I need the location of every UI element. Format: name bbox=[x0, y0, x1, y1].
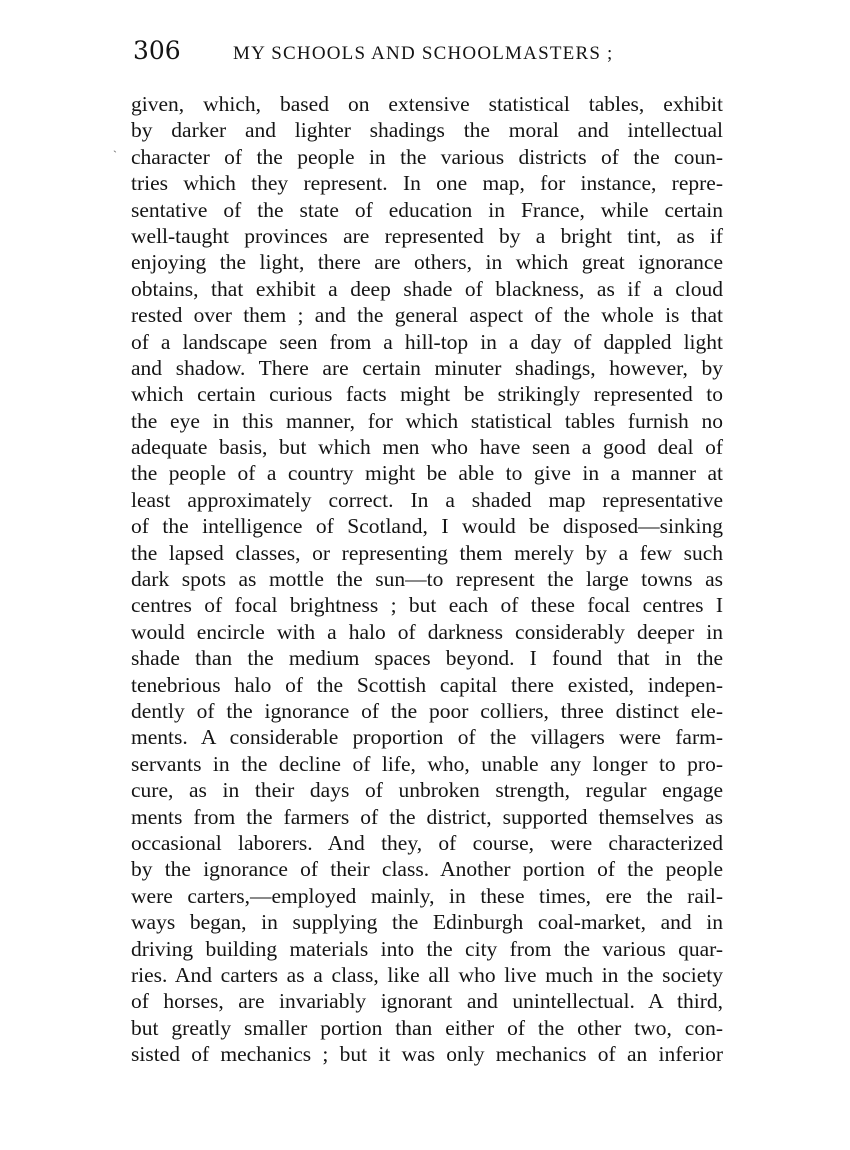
text-line: which certain curious facts might be strikingly represented to bbox=[131, 382, 723, 407]
text-line: obtains, that exhibit a deep shade of blackness, as if a cloud bbox=[131, 276, 723, 301]
text-line: servants in the decline of life, who, unable any longer to pro- bbox=[131, 751, 723, 776]
text-line: centres of focal brightness ; but each of these focal centres I bbox=[131, 593, 723, 618]
text-line: and shadow. There are certain minuter shadings, however, by bbox=[131, 355, 723, 380]
body-text bbox=[131, 91, 723, 1067]
text-line: shade than the medium spaces beyond. I found that in the bbox=[131, 646, 723, 671]
text-line: cure, as in their days of unbroken strength, regular engage bbox=[131, 778, 723, 803]
text-line: by the ignorance of their class. Another portion of the people bbox=[131, 857, 723, 882]
text-line: ments. A considerable proportion of the villagers were farm- bbox=[131, 725, 723, 750]
text-line: dark spots as mottle the sun—to represent the large towns as bbox=[131, 567, 723, 592]
text-line: of horses, are invariably ignorant and unintellectual. A third, bbox=[131, 989, 723, 1014]
text-line: dently of the ignorance of the poor colliers, three distinct ele- bbox=[131, 698, 723, 723]
text-line: would encircle with a halo of darkness considerably deeper in bbox=[131, 619, 723, 644]
text-line: ries. And carters as a class, like all who live much in the society bbox=[131, 962, 723, 987]
text-line: tries which they represent. In one map, for instance, repre- bbox=[131, 171, 723, 196]
text-line: the eye in this manner, for which statistical tables furnish no bbox=[131, 408, 723, 433]
text-line: adequate basis, but which men who have seen a good deal of bbox=[131, 435, 723, 460]
text-line: enjoying the light, there are others, in which great ignorance bbox=[131, 250, 723, 275]
text-line: the lapsed classes, or representing them merely by a few such bbox=[131, 540, 723, 565]
text-line: of the intelligence of Scotland, I would be disposed—sinking bbox=[131, 514, 723, 539]
text-line: by darker and lighter shadings the moral and intellectual bbox=[131, 118, 723, 143]
running-head: MY SCHOOLS AND SCHOOLMASTERS ; bbox=[233, 43, 614, 64]
text-line: ways began, in supplying the Edinburgh coal-market, and in bbox=[131, 910, 723, 935]
page-header bbox=[133, 36, 733, 70]
text-line: given, which, based on extensive statistical tables, exhibit bbox=[131, 92, 723, 116]
text-line: but greatly smaller portion than either of the other two, con- bbox=[131, 1015, 723, 1040]
stray-ink-mark: ˋ bbox=[113, 148, 117, 162]
text-line: rested over them ; and the general aspect of the whole is that bbox=[131, 303, 723, 328]
text-line: sentative of the state of education in France, while certain bbox=[131, 197, 723, 222]
text-line: of a landscape seen from a hill-top in a day of dappled light bbox=[131, 329, 723, 354]
text-line: ments from the farmers of the district, supported themselves as bbox=[131, 804, 723, 829]
text-line: driving building materials into the city from the various quar- bbox=[131, 936, 723, 961]
text-line: least approximately correct. In a shaded map representative bbox=[131, 487, 723, 512]
text-line: character of the people in the various districts of the coun- bbox=[131, 144, 723, 169]
text-line: well-taught provinces are represented by a bright tint, as if bbox=[131, 223, 723, 248]
text-line: occasional laborers. And they, of course, were characterized bbox=[131, 830, 723, 855]
text-line: the people of a country might be able to give in a manner at bbox=[131, 461, 723, 486]
text-line: sisted of mechanics ; but it was only mechanics of an inferior bbox=[131, 1042, 723, 1067]
page-number: 306 bbox=[133, 36, 181, 65]
text-line: were carters,—employed mainly, in these times, ere the rail- bbox=[131, 883, 723, 908]
text-line: tenebrious halo of the Scottish capital there existed, indepen- bbox=[131, 672, 723, 697]
